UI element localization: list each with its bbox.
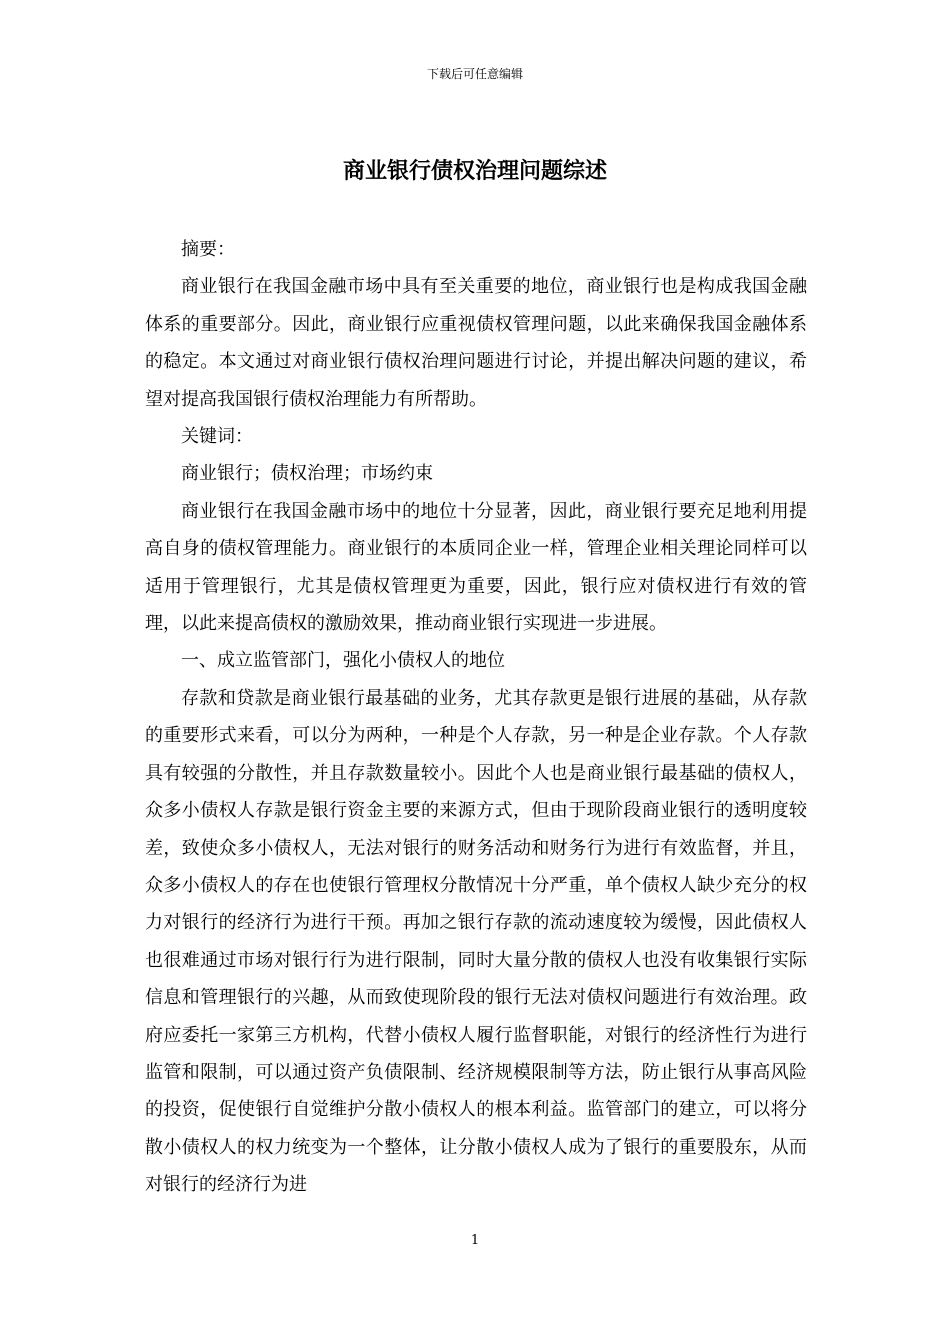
keywords-list: 商业银行；债权治理；市场约束 <box>181 463 433 485</box>
document-body <box>145 231 807 1204</box>
body-paragraph: 存款和贷款是商业银行最基础的业务，尤其存款更是银行进展的基础，从存款的重要形式来看，可以分为两种，一种是个人存款，另一种是企业存款。个人存款具有较强的分散性，并且存款数量较小。因此个人也是商业银行最基础的债权人，众多小债权人存款是银行资金主要的来源方式，但由于现阶段商业银行的透明度较差，致使众多小债权人，无法对银行的财务活动和财务行为进行有效监督，并且，众多小债权人的存在也使银行管理权分散情况十分严重，单个债权人缺少充分的权力对银行的经济行为进行干预。再加之银行存款的流动速度较为缓慢，因此债权人也很难通过市场对银行行为进行限制，同时大量分散的债权人也没有收集银行实际信息和管理银行的兴趣，从而致使现阶段的银行无法对债权问题进行有效治理。政府应委托一家第三方机构，代替小债权人履行监督职能，对银行的经济性行为进行监管和限制，可以通过资产负债限制、经济规模限制等方法，防止银行从事高风险的投资，促使银行自觉维护分散小债权人的根本利益。监管部门的建立，可以将分散小债权人的权力统变为一个整体，让分散小债权人成为了银行的重要股东，从而对银行的经济行为进 <box>145 687 807 1196</box>
document-title: 商业银行债权治理问题综述 <box>342 158 607 184</box>
page-number: 1 <box>470 1233 480 1248</box>
section-heading: 一、成立监管部门，强化小债权人的地位 <box>181 650 505 672</box>
abstract-label: 摘要： <box>181 239 235 260</box>
page-header-note: 下载后可任意编辑 <box>426 67 523 81</box>
body-paragraph: 商业银行在我国金融市场中的地位十分显著，因此，商业银行要充足地利用提高自身的债权管理能力。商业银行的本质同企业一样，管理企业相关理论同样可以适用于管理银行，尤其是债权管理更为重要，因此，银行应对债权进行有效的管理，以此来提高债权的激励效果，推动商业银行实现进一步进展。 <box>145 500 807 635</box>
abstract-paragraph: 商业银行在我国金融市场中具有至关重要的地位，商业银行也是构成我国金融体系的重要部分。因此，商业银行应重视债权管理问题，以此来确保我国金融体系的稳定。本文通过对商业银行债权治理问题进行讨论，并提出解决问题的建议，希望对提高我国银行债权治理能力有所帮助。 <box>145 276 807 410</box>
keywords-label: 关键词： <box>181 426 253 448</box>
